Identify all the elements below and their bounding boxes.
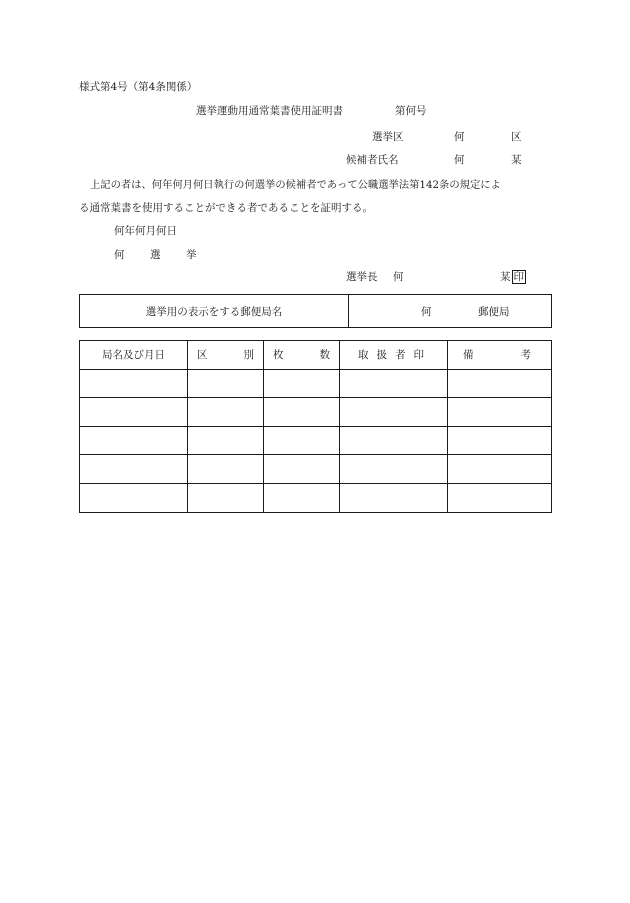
table-cell (340, 455, 448, 484)
table-row (80, 369, 552, 398)
table-cell (340, 398, 448, 427)
seal-box: 印 (513, 271, 524, 283)
post-office-value-1: 何 (421, 305, 432, 318)
table-cell (264, 369, 340, 398)
table-cell (448, 483, 552, 512)
district-value-2: 区 (511, 131, 522, 143)
candidate-label: 候補者氏名 (346, 154, 399, 166)
table-cell (188, 455, 264, 484)
committee-char-3: 挙 (186, 249, 197, 261)
table-cell (448, 398, 552, 427)
table-header-row (80, 341, 552, 370)
table-cell (264, 455, 340, 484)
table-cell (80, 398, 188, 427)
chair-name-1: 何 (393, 271, 404, 283)
table-cell (448, 426, 552, 455)
body-text-line-2: る通常葉書を使用することができる者であることを証明する。 (79, 202, 373, 214)
form-number: 様式第4号（第4条関係） (79, 81, 198, 93)
header-category: 区 別 (188, 341, 264, 370)
chair-name-2: 某 印 (500, 271, 524, 283)
table-cell (340, 426, 448, 455)
table-cell (188, 369, 264, 398)
post-office-value-2: 郵便局 (478, 305, 510, 318)
header-remarks: 備 考 (448, 341, 552, 370)
committee-char-2: 選 (150, 249, 161, 261)
table-cell (264, 398, 340, 427)
candidate-value-1: 何 (454, 154, 465, 166)
record-table (79, 340, 552, 513)
table-cell (448, 455, 552, 484)
table-cell (80, 455, 188, 484)
post-office-table (79, 294, 552, 328)
header-handler-seal: 取 扱 者 印 (340, 341, 448, 370)
district-label: 選挙区 (372, 131, 404, 143)
district-value-1: 何 (454, 131, 465, 143)
table-cell (188, 426, 264, 455)
table-cell (80, 369, 188, 398)
header-count: 枚 数 (264, 341, 340, 370)
post-office-label: 選挙用の表示をする郵便局名 (80, 295, 349, 328)
post-office-value (349, 295, 552, 328)
certificate-number: 第何号 (395, 105, 427, 117)
table-row (80, 483, 552, 512)
chair-label: 選挙長 (346, 271, 378, 283)
table-cell (80, 483, 188, 512)
table-cell (80, 426, 188, 455)
body-text-line-1: 上記の者は、何年何月何日執行の何選挙の候補者であって公職選挙法第142条の規定によ (90, 179, 501, 191)
table-row (80, 455, 552, 484)
table-cell (264, 426, 340, 455)
document-title: 選挙運動用通常葉書使用証明書 (196, 105, 343, 117)
issue-date: 何年何月何日 (114, 225, 177, 237)
table-cell (264, 483, 340, 512)
table-cell (448, 369, 552, 398)
table-cell (188, 398, 264, 427)
table-row (80, 426, 552, 455)
candidate-value-2: 某 (511, 154, 522, 166)
table-row (80, 398, 552, 427)
table-cell (188, 483, 264, 512)
header-office-and-date: 局名及び月日 (80, 341, 188, 370)
committee-char-1: 何 (114, 249, 125, 261)
table-cell (340, 369, 448, 398)
table-cell (340, 483, 448, 512)
